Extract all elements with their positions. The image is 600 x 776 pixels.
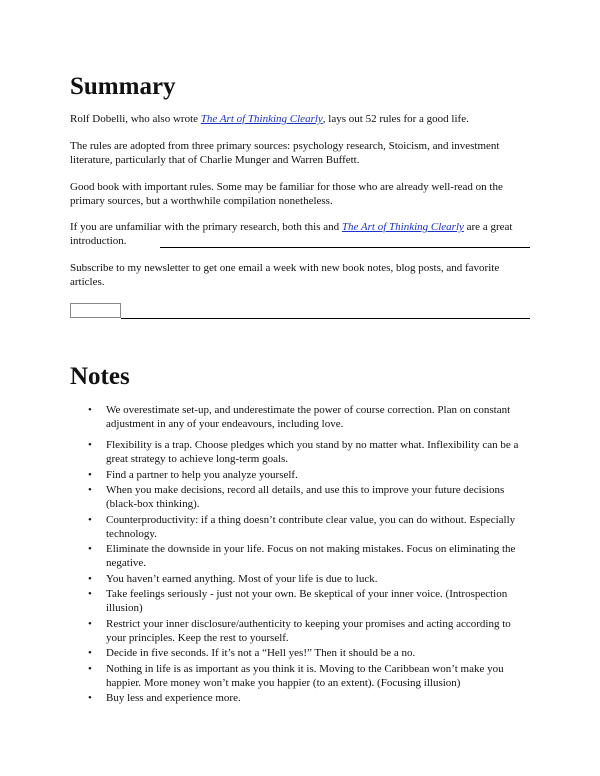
divider-line-1	[160, 247, 530, 248]
note-text: Eliminate the downside in your life. Focus on not making mistakes. Focus on eliminating the negative.	[106, 543, 516, 569]
divider-line-2	[121, 318, 530, 319]
bullet-icon: •	[88, 513, 92, 526]
bullet-icon: •	[88, 692, 92, 704]
bullet-icon: •	[88, 588, 92, 600]
note-text: Decide in five seconds. If it’s not a “Hell yes!” Then it should be a no.	[106, 647, 416, 659]
newsletter-email-input[interactable]	[70, 303, 121, 318]
note-text: You haven’t earned anything. Most of your life is due to luck.	[106, 572, 378, 585]
list-item	[88, 438, 530, 466]
list-item	[88, 403, 530, 431]
list-item	[88, 572, 530, 586]
list-item	[88, 542, 530, 570]
note-text: We overestimate set-up, and underestimate the power of course correction. Plan on constant adjustment in any of your endeavours, including love.	[106, 404, 511, 430]
summary-paragraph-3: Good book with important rules. Some may be familiar for those who are already well-read on the primary sources, but a worthwhile compilation nonetheless.	[70, 181, 503, 207]
art-of-thinking-clearly-link[interactable]: The Art of Thinking Clearly	[200, 113, 323, 125]
list-item	[88, 617, 530, 645]
bullet-icon: •	[88, 543, 92, 555]
summary-paragraph-1	[70, 112, 530, 126]
art-of-thinking-clearly-link-2[interactable]: The Art of Thinking Clearly	[341, 221, 464, 233]
note-text: Take feelings seriously - just not your own. Be skeptical of your inner voice. (Introspection illusion)	[106, 588, 508, 614]
summary-paragraph-4	[70, 220, 530, 248]
p4-text-before: If you are unfamiliar with the primary research, both this and	[70, 221, 342, 233]
bullet-icon: •	[88, 617, 92, 630]
list-item	[88, 646, 530, 660]
bullet-icon: •	[88, 662, 92, 675]
note-text: Flexibility is a trap. Choose pledges which you stand by no matter what. Inflexibility can be a great strategy to achieve long-term goals.	[106, 439, 519, 465]
summary-heading: Summary	[70, 73, 176, 100]
note-text: When you make decisions, record all details, and use this to improve your future decisions (black-box thinking).	[106, 484, 505, 510]
list-item	[88, 662, 530, 690]
list-item	[88, 513, 530, 541]
summary-paragraph-2: The rules are adopted from three primary sources: psychology research, Stoicism, and investment literature, particularly that of Charlie Munger and Warren Buffett.	[70, 140, 500, 166]
note-text: Counterproductivity: if a thing doesn’t contribute clear value, you can do without. Especially technology.	[106, 513, 516, 540]
list-item	[88, 587, 530, 615]
bullet-icon: •	[88, 439, 92, 451]
note-text: Nothing in life is as important as you think it is. Moving to the Caribbean won’t make you happier. More money won’t make you happier (to an extent). (Focusing illusion)	[106, 662, 504, 689]
bullet-icon: •	[88, 647, 92, 659]
bullet-icon: •	[88, 572, 92, 585]
notes-list	[88, 403, 530, 707]
p1-text-before: Rolf Dobelli, who also wrote	[70, 113, 201, 125]
p4-text-after: are a great introduction.	[70, 221, 513, 247]
note-text: Find a partner to help you analyze yourself.	[106, 468, 298, 481]
note-text: Restrict your inner disclosure/authenticity to keeping your promises and acting according to your principles. Keep the rest to yourself.	[106, 617, 511, 644]
p1-text-after: , lays out 52 rules for a good life.	[322, 113, 469, 125]
notes-heading: Notes	[70, 363, 130, 390]
list-item	[88, 468, 530, 482]
bullet-icon: •	[88, 404, 92, 416]
newsletter-text: Subscribe to my newsletter to get one email a week with new book notes, blog posts, and favorite articles.	[70, 262, 500, 288]
note-text: Buy less and experience more.	[106, 692, 241, 704]
bullet-icon: •	[88, 484, 92, 496]
bullet-icon: •	[88, 468, 92, 481]
list-item	[88, 483, 530, 511]
list-item	[88, 691, 530, 705]
